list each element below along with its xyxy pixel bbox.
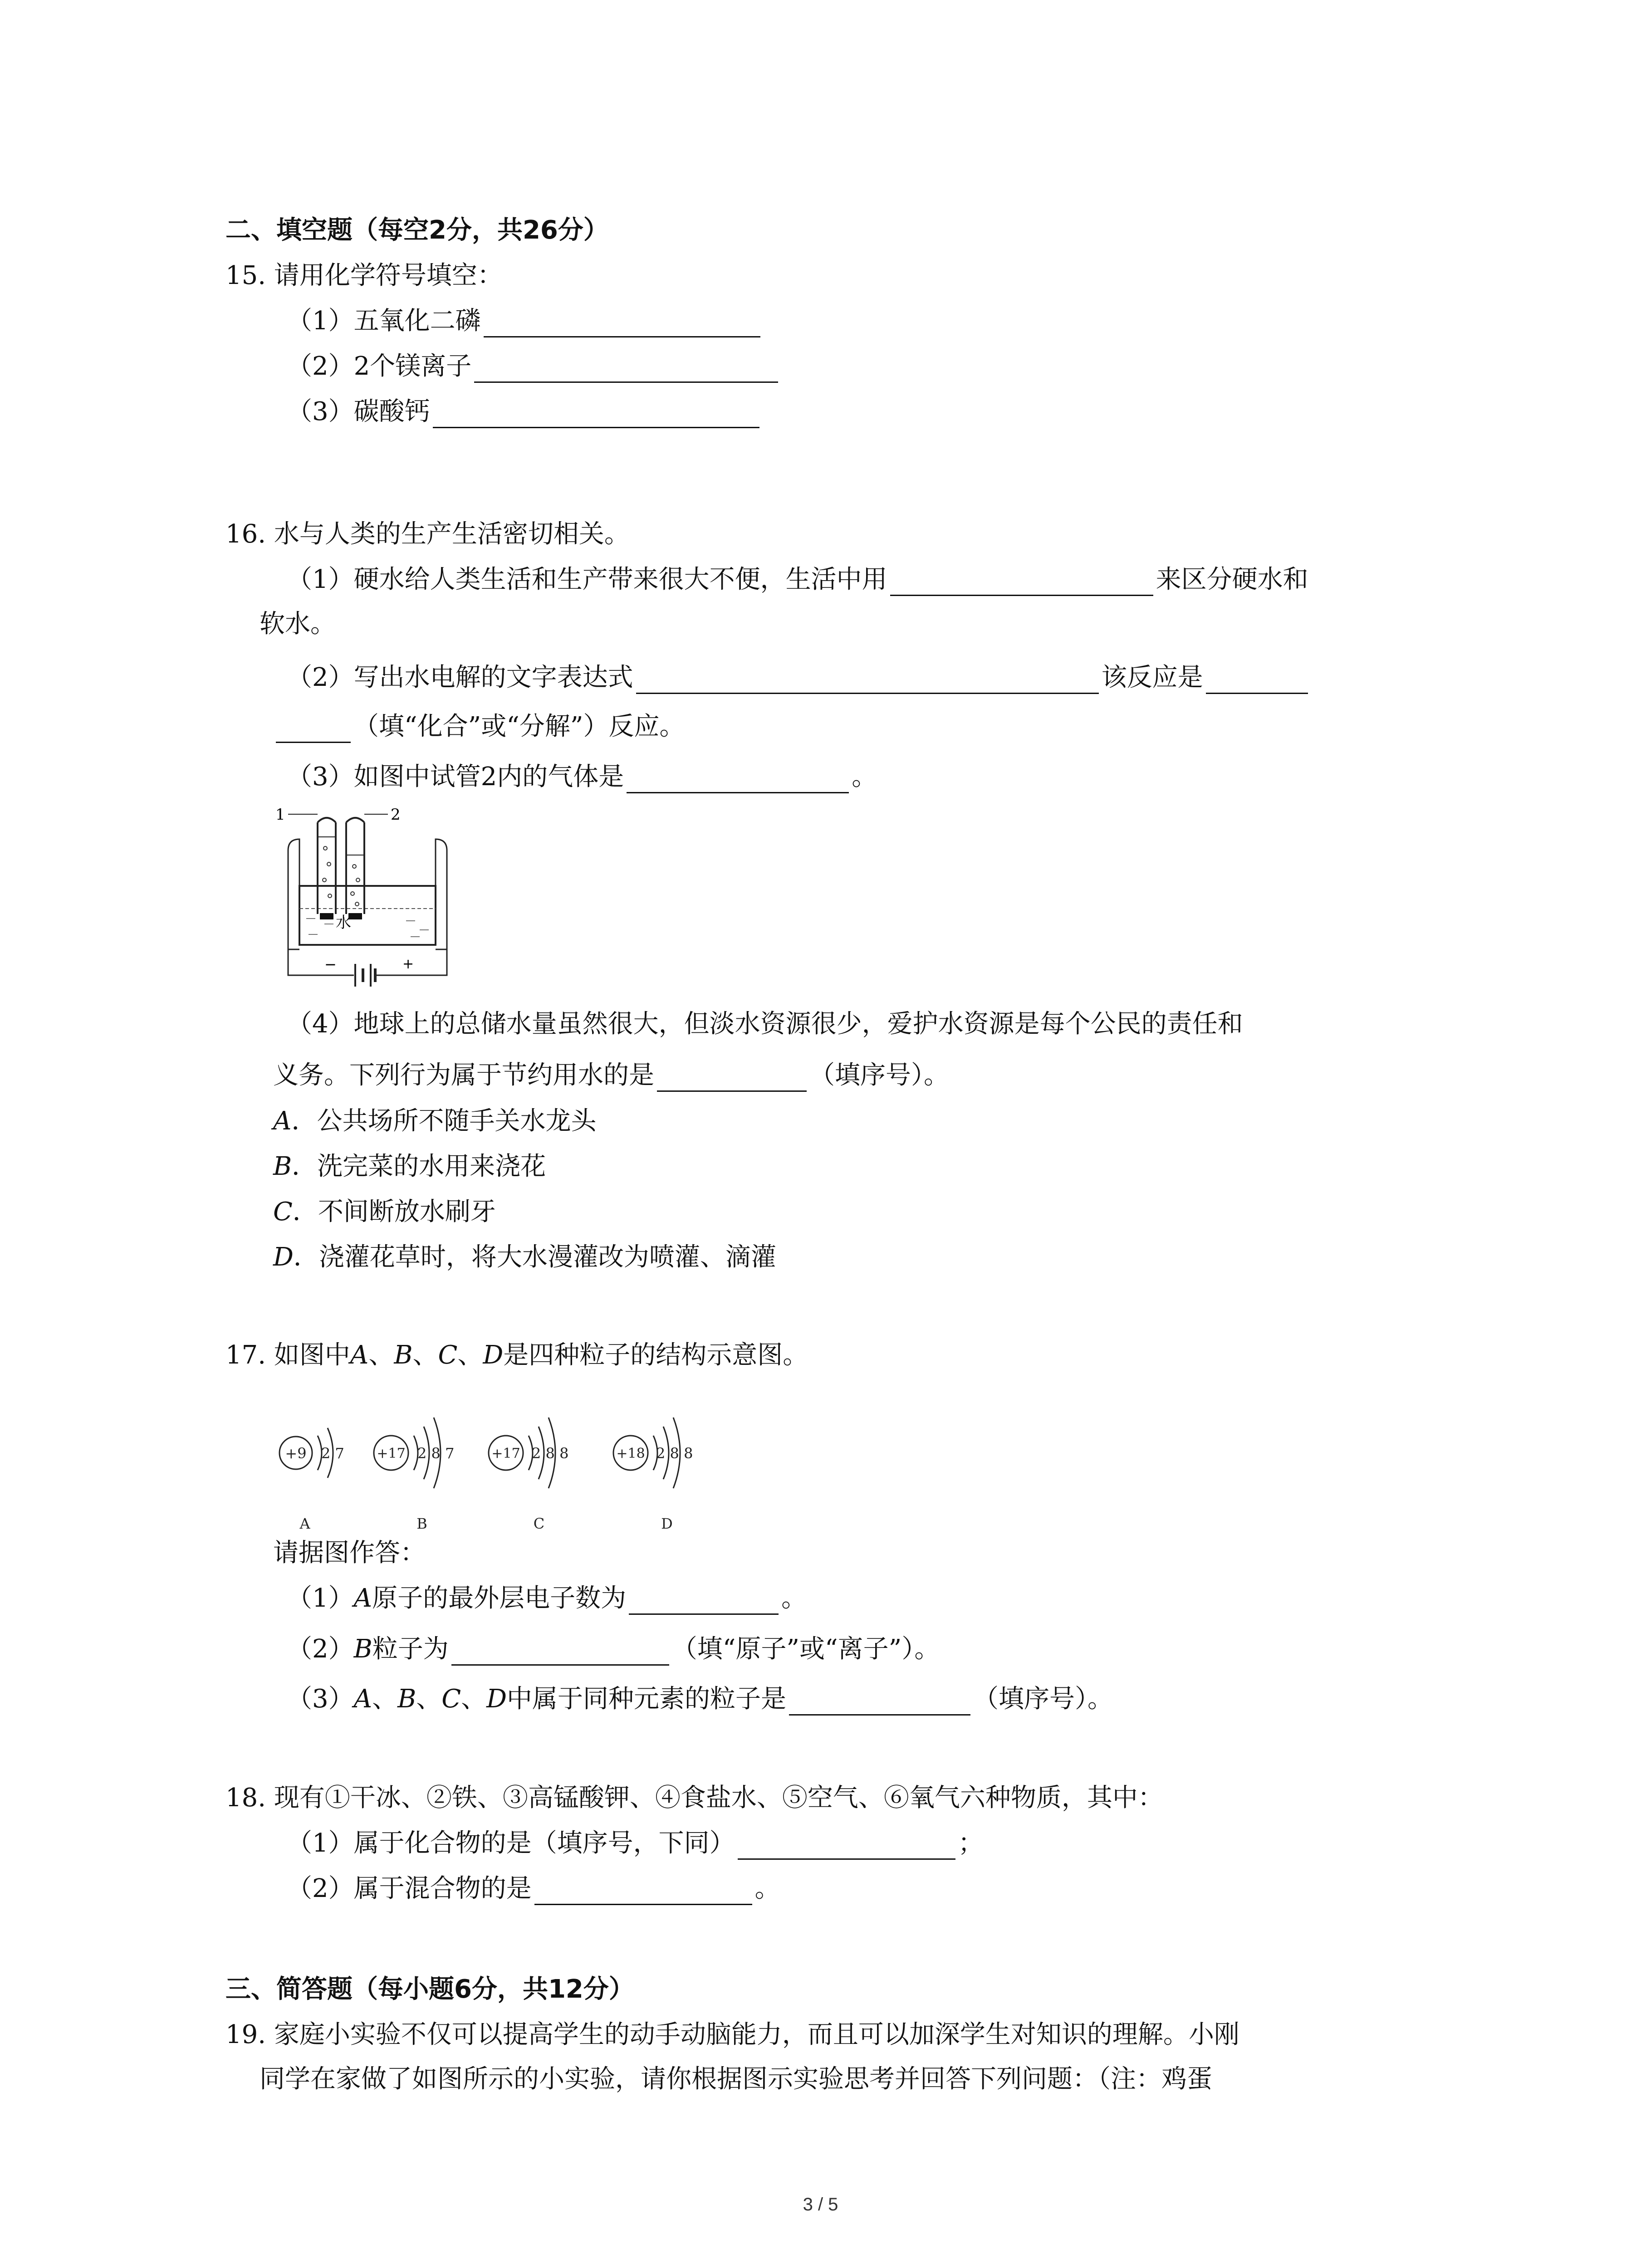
- particle-d-charge: +18: [616, 1446, 645, 1461]
- q16-part-3-text-b: 。: [852, 762, 877, 792]
- option-letter-d: D: [273, 1242, 294, 1272]
- q17-part-2-text: 粒子为: [372, 1634, 449, 1664]
- q17-part-2-num: （2）: [287, 1634, 354, 1664]
- q16-blank-2[interactable]: [636, 666, 1099, 694]
- q17-blank-3[interactable]: [789, 1688, 970, 1716]
- q18-part-1: [287, 1827, 984, 1860]
- q16-option-a: [273, 1105, 596, 1138]
- particle-c-charge: +17: [491, 1446, 520, 1461]
- q17-part-2: [287, 1633, 940, 1666]
- q17-sep: 、: [416, 1684, 442, 1714]
- q18-part-2-text: （2）属于混合物的是: [287, 1874, 532, 1903]
- q15-blank-1[interactable]: [484, 310, 760, 337]
- section-heading-short-answer: 三、简答题（每小题6分，共12分）: [225, 1975, 634, 2004]
- q17-blank-1[interactable]: [629, 1587, 779, 1615]
- q16-part-3: [287, 761, 877, 793]
- q15-part-3-text: （3）碳酸钙: [287, 397, 430, 426]
- q15-blank-2[interactable]: [474, 355, 778, 383]
- q16-option-d: [273, 1241, 776, 1274]
- q18-part-1-text: （1）属于化合物的是（填序号，下同）: [287, 1828, 735, 1858]
- tube-1-label: 1: [275, 806, 285, 824]
- q17-part-3-letter-c: C: [441, 1684, 461, 1714]
- particle-structure-figure: [272, 1397, 726, 1538]
- particle-d-label: D: [661, 1515, 673, 1532]
- particle-b-electrons: 2 8 7: [417, 1445, 455, 1462]
- q16-option-c: [273, 1196, 496, 1228]
- q16-part-4-text-c: （填序号）。: [809, 1061, 949, 1090]
- q16-part-2-text-b: 该反应是: [1101, 663, 1203, 692]
- q16-blank-5[interactable]: [657, 1064, 807, 1092]
- q16-part-1-text-b: 来区分硬水和: [1156, 565, 1308, 594]
- question-15-stem: 15. 请用化学符号填空：: [225, 261, 503, 290]
- q15-part-3: [287, 396, 762, 428]
- q17-part-3-num: （3）: [287, 1684, 354, 1714]
- q16-part-2: [287, 661, 1311, 694]
- q16-option-b: [273, 1150, 546, 1183]
- q17-sep: 、: [412, 1340, 438, 1370]
- q17-letter-b: B: [394, 1340, 413, 1370]
- q17-part-2-letter: B: [353, 1634, 372, 1664]
- q18-blank-1[interactable]: [738, 1832, 955, 1860]
- q17-sep: 、: [368, 1340, 394, 1370]
- test-tube-1: [318, 818, 336, 914]
- question-19-line-1: 19. 家庭小实验不仅可以提高学生的动手动脑能力，而且可以加深学生对知识的理解。小刚: [225, 2020, 1239, 2049]
- option-letter-b: B: [273, 1152, 292, 1181]
- q18-part-2-end: 。: [754, 1874, 780, 1903]
- q17-blank-2[interactable]: [451, 1638, 669, 1666]
- particle-b-label: B: [416, 1515, 427, 1532]
- particle-a-charge: +9: [285, 1445, 307, 1462]
- option-letter-a: A: [273, 1106, 292, 1136]
- q17-part-3-letter-a: A: [353, 1684, 372, 1714]
- test-tube-2: [346, 818, 364, 914]
- q16-blank-3a[interactable]: [1206, 666, 1308, 694]
- q17-letter-d: D: [483, 1340, 504, 1370]
- q17-part-1-num: （1）: [287, 1584, 354, 1613]
- particle-a-electrons: 2 7: [321, 1445, 344, 1462]
- electrode-left: [320, 913, 333, 919]
- q17-part-1-text: 原子的最外层电子数为: [372, 1584, 627, 1613]
- q15-part-1-text: （1）五氧化二磷: [287, 306, 481, 336]
- q17-part-3-letter-b: B: [397, 1684, 416, 1714]
- option-text-c: ．不间断放水刷牙: [292, 1197, 496, 1227]
- particle-c-label: C: [533, 1515, 545, 1532]
- q17-part-1-letter: A: [353, 1584, 372, 1613]
- q16-blank-3b[interactable]: [276, 715, 351, 743]
- particle-b-diagram: [374, 1418, 454, 1532]
- particle-c-electrons: 2 8 8: [532, 1445, 569, 1462]
- option-letter-c: C: [273, 1197, 293, 1227]
- q16-part-2-cont: [273, 710, 685, 743]
- q17-stem-pre: 17. 如图中: [225, 1340, 350, 1370]
- q17-part-2-end: （填“原子”或“离子”）。: [671, 1634, 940, 1664]
- q17-part-1-end: 。: [781, 1584, 807, 1613]
- particle-b-charge: +17: [377, 1446, 406, 1461]
- section-heading-fill-in: 二、填空题（每空2分，共26分）: [225, 215, 609, 245]
- minus-sign: −: [324, 956, 337, 973]
- q16-blank-4[interactable]: [627, 766, 849, 793]
- q17-sep: 、: [461, 1684, 487, 1714]
- particle-d-diagram: [613, 1418, 693, 1532]
- page-number: 3 / 5: [803, 2195, 838, 2214]
- q16-part-1-text-a: （1）硬水给人类生活和生产带来很大不便，生活中用: [287, 565, 887, 594]
- q17-part-3-letter-d: D: [486, 1684, 507, 1714]
- q16-part-3-text-a: （3）如图中试管2内的气体是: [287, 762, 624, 792]
- q16-part-4-text-b: 义务。下列行为属于节约用水的是: [273, 1061, 654, 1090]
- question-18-stem: 18. 现有①干冰、②铁、③高锰酸钾、④食盐水、⑤空气、⑥氧气六种物质，其中：: [225, 1783, 1163, 1813]
- q18-part-2: [287, 1872, 780, 1905]
- q18-part-1-end: ；: [958, 1828, 984, 1858]
- q17-part-1: [287, 1582, 807, 1615]
- q17-part-3: [287, 1683, 1113, 1716]
- q16-part-2-text-c: （填“化合”或“分解”）反应。: [353, 712, 685, 741]
- q17-letter-a: A: [350, 1340, 369, 1370]
- option-text-b: ．洗完菜的水用来浇花: [292, 1152, 546, 1181]
- q16-part-1-cont: 软水。: [260, 609, 336, 639]
- q17-letter-c: C: [438, 1340, 458, 1370]
- question-16-stem: 16. 水与人类的生产生活密切相关。: [225, 519, 630, 549]
- tube-2-label: 2: [391, 806, 401, 824]
- q15-part-1: [287, 305, 763, 337]
- particle-c-diagram: [489, 1418, 568, 1532]
- particle-d-electrons: 2 8 8: [656, 1445, 693, 1462]
- q17-prompt: 请据图作答：: [273, 1538, 426, 1568]
- question-17-stem: [225, 1339, 808, 1372]
- wire-right: [436, 839, 447, 949]
- q15-part-2-text: （2）2个镁离子: [287, 352, 472, 381]
- q15-part-2: [287, 350, 781, 383]
- plus-sign: +: [402, 956, 414, 972]
- q16-part-4: （4）地球上的总储水量虽然很大，但淡水资源很少，爱护水资源是每个公民的责任和: [287, 1009, 1243, 1039]
- q17-stem-post: 是四种粒子的结构示意图。: [503, 1340, 808, 1370]
- circuit-wire: [288, 949, 447, 975]
- q17-sep: 、: [372, 1684, 398, 1714]
- particle-a-diagram: [279, 1428, 344, 1532]
- q16-part-1: [287, 563, 1308, 596]
- water-hatching: [306, 919, 429, 937]
- q17-sep: 、: [457, 1340, 483, 1370]
- question-19-line-2: 同学在家做了如图所示的小实验，请你根据图示实验思考并回答下列问题：（注：鸡蛋: [260, 2064, 1212, 2094]
- q16-blank-1[interactable]: [890, 568, 1153, 596]
- option-text-a: ．公共场所不随手关水龙头: [291, 1106, 597, 1136]
- water-label: 水: [336, 914, 351, 932]
- electrolysis-apparatus-figure: [274, 805, 465, 987]
- q17-part-3-text: 中属于同种元素的粒子是: [507, 1684, 787, 1714]
- q15-blank-3[interactable]: [433, 401, 759, 428]
- q16-part-2-text-a: （2）写出水电解的文字表达式: [287, 663, 633, 692]
- option-text-d: ．浇灌花草时，将大水漫灌改为喷灌、滴灌: [293, 1242, 776, 1272]
- particle-a-label: A: [299, 1515, 310, 1532]
- q18-blank-2[interactable]: [534, 1877, 752, 1905]
- q17-part-3-end: （填序号）。: [973, 1684, 1113, 1714]
- wire-left: [288, 839, 299, 949]
- q16-part-4-cont: [273, 1059, 949, 1092]
